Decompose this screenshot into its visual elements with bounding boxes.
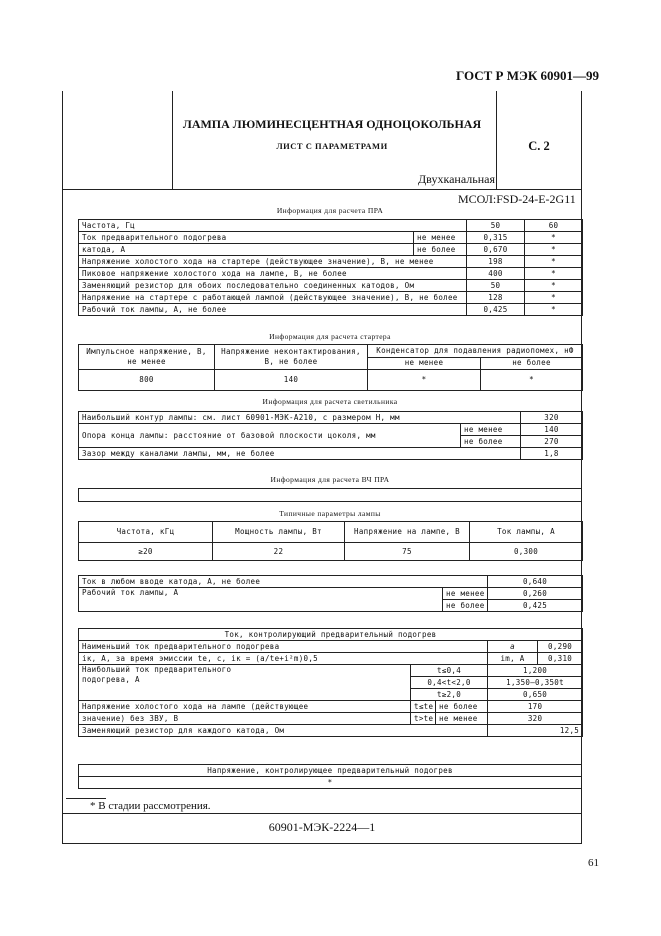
label-line: подогрева, А — [82, 675, 140, 684]
cell-value: 170 — [488, 701, 583, 713]
hf-current-table — [78, 575, 583, 612]
cell-value: * — [79, 777, 582, 789]
cell-value: 1,350—0,350t — [488, 677, 583, 689]
cell-value: 0,670 — [467, 244, 525, 256]
cell-value: 128 — [467, 292, 525, 304]
table-row — [79, 765, 582, 777]
document-subtitle: ЛИСТ С ПАРАМЕТРАМИ — [276, 141, 388, 151]
cell-label: Зазор между каналами лампы, мм, не более — [79, 448, 521, 460]
table-row — [79, 641, 583, 653]
cell-value: 0,290 — [538, 641, 583, 653]
lamp-model: МСОЛ:FSD-24-E-2G11 — [458, 192, 576, 206]
cell-header: Конденсатор для подавления радиопомех, нФ — [368, 345, 583, 358]
cell-value: 12,5 — [488, 725, 583, 737]
cell-value: 0,425 — [467, 304, 525, 316]
cell-header: Частота, кГц — [79, 522, 213, 543]
cell-value: 1,200 — [488, 665, 583, 677]
standard-header: ГОСТ Р МЭК 60901—99 — [456, 68, 599, 83]
starter-heading: Информация для расчета стартера — [269, 332, 391, 341]
table-row — [79, 448, 583, 460]
cell-value: * — [368, 370, 481, 391]
table-row — [79, 244, 583, 256]
preheat-voltage-table — [78, 764, 582, 789]
cell-label: катода, А — [79, 244, 414, 256]
cell-header: не менее — [368, 357, 481, 370]
cell-label: Наибольший контур лампы: см. лист 60901-МЭК-А210, с размером H, мм — [79, 412, 521, 424]
table-row — [79, 653, 583, 665]
cell-label: Наименьший ток предварительного подогрева — [79, 641, 488, 653]
table-row — [79, 280, 583, 292]
table-row — [79, 629, 583, 641]
cell-condition: не менее — [443, 588, 488, 600]
cell-label: Напряжение на стартере с работающей лампой (действующее значение), В, не более — [79, 292, 467, 304]
table-row — [79, 777, 582, 789]
cell-label: Заменяющий резистор для каждого катода, Ом — [79, 725, 488, 737]
table-row — [79, 576, 583, 588]
typical-heading: Типичные параметры лампы — [279, 509, 381, 518]
cell-header: Напряжение неконтактирования, В, не более — [215, 345, 368, 370]
frame-divider-left — [172, 91, 173, 189]
cell-symbol: a — [488, 641, 538, 653]
cell-condition: t≤0,4 — [411, 665, 488, 677]
cell-condition: не более — [414, 244, 467, 256]
cell-label: Напряжение холостого хода на лампе (действующее — [79, 701, 411, 713]
table-row — [79, 232, 583, 244]
cell-value: * — [525, 232, 583, 244]
cell-condition: не менее — [461, 424, 521, 436]
cell-label: Ток в любом вводе катода, А, не более — [79, 576, 488, 588]
cell-value: 0,310 — [538, 653, 583, 665]
starter-table — [78, 344, 583, 391]
cell-header: Мощность лампы, Вт — [213, 522, 345, 543]
cell-value: 140 — [215, 370, 368, 391]
cell-value: * — [525, 268, 583, 280]
cell-condition: не более — [443, 600, 488, 612]
cell-header: Ток лампы, А — [470, 522, 583, 543]
table-row — [79, 701, 583, 713]
cell-value: 0,640 — [488, 576, 583, 588]
cell-label: Рабочий ток лампы, А — [79, 588, 443, 612]
cell-condition: не более — [461, 436, 521, 448]
cell-header: Импульсное напряжение, В, не менее — [79, 345, 215, 370]
table-row — [79, 256, 583, 268]
page-number: 61 — [588, 857, 599, 869]
ballast-heading: Информация для расчета ПРА — [276, 206, 384, 215]
cell-header: Напряжение на лампе, В — [345, 522, 470, 543]
table-row — [79, 725, 583, 737]
cell-value: * — [525, 244, 583, 256]
cell-label: Опора конца лампы: расстояние от базовой плоскости цоколя, мм — [79, 424, 461, 448]
table-row — [79, 522, 583, 543]
cell-condition: не менее — [436, 713, 488, 725]
frame-footer-rule — [63, 813, 581, 814]
hf-heading: Информация для расчета ВЧ ПРА — [270, 475, 390, 484]
cell-value: 0,650 — [488, 689, 583, 701]
table-row — [79, 424, 583, 436]
cell-label: значение) без ЗВУ, В — [79, 713, 411, 725]
table-row — [79, 588, 583, 600]
table-row — [79, 370, 583, 391]
typical-table — [78, 521, 583, 561]
cell-header: Ток, контролирующий предварительный подогрев — [79, 629, 583, 641]
cell-value: 75 — [345, 543, 470, 561]
cell-label: Ток предварительного подогрева — [79, 232, 414, 244]
table-row — [79, 220, 583, 232]
footnote: * В стадии рассмотрения. — [90, 800, 211, 812]
table-row — [79, 268, 583, 280]
cell-label: Частота, Гц — [79, 220, 467, 232]
cell-condition: не более — [436, 701, 488, 713]
cell-value: 1,8 — [521, 448, 583, 460]
cell-value: 400 — [467, 268, 525, 280]
cell-value: 140 — [521, 424, 583, 436]
cell-condition: t>te — [411, 713, 436, 725]
hf-empty-box — [78, 488, 582, 502]
cell-label: Пиковое напряжение холостого хода на лампе, В, не более — [79, 268, 467, 280]
lamp-variant: Двухканальная — [418, 172, 495, 186]
luminaire-heading: Информация для расчета светильника — [262, 397, 398, 406]
table-row — [79, 292, 583, 304]
cell-condition: t≥2,0 — [411, 689, 488, 701]
cell-value: * — [525, 304, 583, 316]
cell-value: 50 — [467, 280, 525, 292]
cell-label: Напряжение холостого хода на стартере (действующее значение), В, не менее — [79, 256, 467, 268]
ballast-table — [78, 219, 583, 316]
footnote-rule — [66, 798, 106, 799]
cell-value: 0,300 — [470, 543, 583, 561]
cell-value: 320 — [488, 713, 583, 725]
cell-value: 50 — [467, 220, 525, 232]
table-row — [79, 665, 583, 677]
cell-value: * — [481, 370, 583, 391]
cell-label: Заменяющий резистор для обоих последовательно соединенных катодов, Ом — [79, 280, 467, 292]
cell-condition: не менее — [414, 232, 467, 244]
cell-header: не более — [481, 357, 583, 370]
luminaire-table — [78, 411, 583, 460]
cell-value: 0,425 — [488, 600, 583, 612]
table-row — [79, 412, 583, 424]
sheet-code: 60901-МЭК-2224—1 — [268, 820, 376, 834]
document-title: ЛАМПА ЛЮМИНЕСЦЕНТНАЯ ОДНОЦОКОЛЬНАЯ — [182, 117, 482, 131]
cell-value: 320 — [521, 412, 583, 424]
cell-value: 800 — [79, 370, 215, 391]
cell-label — [79, 665, 411, 701]
sheet-number: С. 2 — [528, 139, 550, 153]
table-row — [79, 304, 583, 316]
cell-condition: t≤te — [411, 701, 436, 713]
table-row — [79, 543, 583, 561]
cell-value: * — [525, 280, 583, 292]
table-row — [79, 345, 583, 358]
cell-condition: 0,4<t<2,0 — [411, 677, 488, 689]
preheat-current-table — [78, 628, 583, 737]
cell-value: * — [525, 256, 583, 268]
cell-value: 0,260 — [488, 588, 583, 600]
cell-value: * — [525, 292, 583, 304]
cell-value: 60 — [525, 220, 583, 232]
cell-header: Напряжение, контролирующее предварительный подогрев — [79, 765, 582, 777]
label-line: Наибольший ток предварительного — [82, 665, 232, 674]
cell-value: 0,315 — [467, 232, 525, 244]
cell-value: ≥20 — [79, 543, 213, 561]
cell-label: iк, А, за время эмиссии tе, с, iк = (a/tе+i²m)0,5 — [79, 653, 488, 665]
cell-label: Рабочий ток лампы, А, не более — [79, 304, 467, 316]
cell-value: 198 — [467, 256, 525, 268]
cell-value: 22 — [213, 543, 345, 561]
frame-header-rule — [63, 189, 581, 190]
cell-value: 270 — [521, 436, 583, 448]
cell-symbol: im, А — [488, 653, 538, 665]
table-row — [79, 713, 583, 725]
